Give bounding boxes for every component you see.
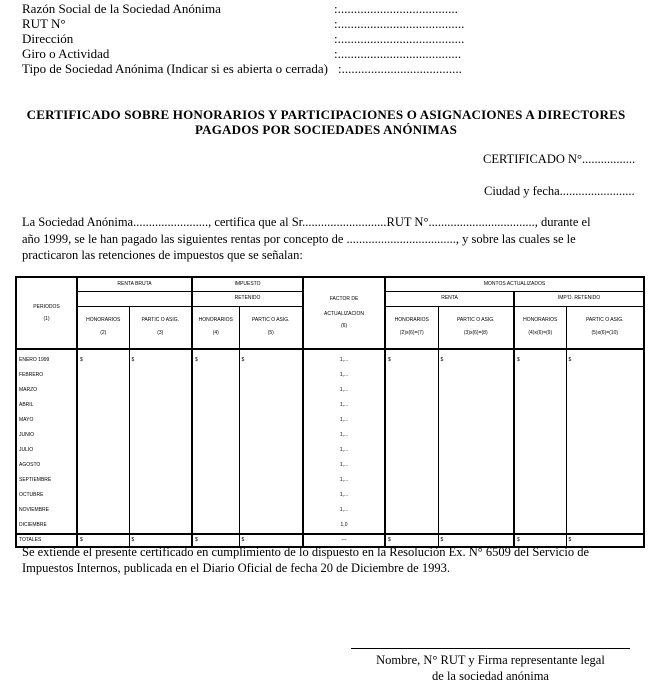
- header-particip-8: PARTIC O ASIG. (3)x(6)=(8): [438, 306, 514, 349]
- footer-line-2: Impuestos Internos, publicada en el Diario Oficial de fecha 20 de Diciembre de 1993.: [22, 561, 450, 575]
- total-honorarios-9[interactable]: $: [514, 534, 566, 547]
- header-impuesto: IMPUESTO: [192, 277, 303, 291]
- intro-line-2: año 1999, se le han pagado las siguientes rentas por concepto de ..................................., y sobre las cuales se le: [22, 232, 576, 246]
- total-factor: ---: [303, 534, 385, 547]
- header-retenido: RETENIDO: [192, 291, 303, 306]
- field-tipo-value[interactable]: :.....................................: [338, 61, 462, 76]
- document-title-line2: PAGADOS POR SOCIEDADES ANÓNIMAS: [194, 122, 458, 137]
- field-rut-label: RUT N°: [22, 16, 66, 31]
- field-direccion-value[interactable]: :.......................................: [334, 31, 465, 46]
- factor-value: 1,...: [339, 447, 349, 453]
- col-honorarios-4[interactable]: $: [192, 349, 239, 534]
- ciudad-fecha[interactable]: Ciudad y fecha........................: [484, 184, 635, 198]
- header-particip-5: PARTIC O ASIG. (5): [239, 306, 303, 349]
- field-razon-social-value[interactable]: :.....................................: [334, 1, 458, 16]
- header-particip-3: PARTIC O ASIG. (3): [129, 306, 192, 349]
- col-honorarios-2[interactable]: $: [77, 349, 129, 534]
- col-particip-5[interactable]: $: [239, 349, 303, 534]
- document-title-line1: CERTIFICADO SOBRE HONORARIOS Y PARTICIPACIONES O ASIGNACIONES A DIRECTORES: [26, 107, 626, 122]
- month-row: AGOSTO: [19, 462, 41, 468]
- signature-label-line1: Nombre, N° RUT y Firma representante legal: [376, 653, 605, 667]
- months-column: [16, 349, 77, 534]
- field-giro-label: Giro o Actividad: [22, 46, 110, 61]
- total-honorarios-2[interactable]: $: [77, 534, 129, 547]
- factor-value: 1,...: [339, 462, 349, 468]
- col-particip-10[interactable]: $: [566, 349, 644, 534]
- factor-value: 1,...: [339, 372, 349, 378]
- col-honorarios-9[interactable]: $: [514, 349, 566, 534]
- header-periodos: PERIODOS (1): [16, 277, 77, 349]
- header-renta-bruta-blank: [77, 291, 192, 306]
- header-montos-actualizados: MONTOS ACTUALIZADOS: [385, 277, 644, 291]
- month-row: JUNIO: [19, 432, 34, 438]
- month-row: SEPTIEMBRE: [19, 477, 52, 483]
- month-row: OCTUBRE: [19, 492, 44, 498]
- total-particip-10[interactable]: $: [566, 534, 644, 547]
- total-honorarios-7[interactable]: $: [385, 534, 438, 547]
- factor-value: 1,...: [339, 432, 349, 438]
- totales-label: TOTALES: [16, 534, 77, 547]
- col-particip-3[interactable]: $: [129, 349, 192, 534]
- factor-value: 1,...: [339, 357, 349, 363]
- total-particip-5[interactable]: $: [239, 534, 303, 547]
- field-giro-value[interactable]: :......................................: [334, 46, 462, 61]
- intro-line-3: practicaron las retenciones de impuestos que se señalan:: [22, 248, 303, 262]
- header-renta-bruta: RENTA BRUTA: [77, 277, 192, 291]
- intro-line-1: La Sociedad Anónima........................, certifica que al Sr...........................RUT N°.................................., durante el: [22, 215, 591, 229]
- header-particip-10: PARTIC O ASIG. (5)x(6)=(10): [566, 306, 644, 349]
- footer-line-1: Se extiende el presente certificado en cumplimiento de lo dispuesto en la Resolución Ex. N° 6509 del Servicio de: [22, 545, 589, 559]
- certificate-table: [15, 276, 645, 548]
- total-particip-8[interactable]: $: [438, 534, 514, 547]
- month-row: ABRIL: [19, 402, 34, 408]
- header-honorarios-2: HONORARIOS (2): [77, 306, 129, 349]
- month-row: DICIEMBRE: [19, 522, 47, 528]
- total-honorarios-4[interactable]: $: [192, 534, 239, 547]
- field-tipo-label: Tipo de Sociedad Anónima (Indicar si es abierta o cerrada): [22, 61, 329, 76]
- month-row: MARZO: [19, 387, 38, 393]
- month-row: NOVIEMBRE: [19, 507, 50, 513]
- header-renta: RENTA: [385, 291, 514, 306]
- factor-value: 1,0: [340, 522, 348, 528]
- total-particip-3[interactable]: $: [129, 534, 192, 547]
- field-rut-value[interactable]: :.......................................: [334, 16, 465, 31]
- factor-value: 1,...: [339, 477, 349, 483]
- field-direccion-label: Dirección: [22, 31, 74, 46]
- signature-line: [351, 648, 630, 649]
- factor-value: 1,...: [339, 507, 349, 513]
- month-row: FEBRERO: [19, 372, 44, 378]
- factor-value: 1,...: [339, 417, 349, 423]
- field-razon-social-label: Razón Social de la Sociedad Anónima: [22, 1, 221, 16]
- header-honorarios-7: HONORARIOS (2)x(6)=(7): [385, 306, 438, 349]
- factor-value: 1,...: [339, 402, 349, 408]
- factor-value: 1,...: [339, 387, 349, 393]
- header-imp-retenido: IMP'O. RETENIDO: [514, 291, 644, 306]
- month-row: JULIO: [19, 447, 34, 453]
- signature-label-line2: de la sociedad anónima: [432, 669, 549, 683]
- header-honorarios-4: HONORARIOS (4): [192, 306, 239, 349]
- factor-value: 1,...: [339, 492, 349, 498]
- factor-column: [303, 349, 385, 534]
- col-particip-8[interactable]: $: [438, 349, 514, 534]
- header-factor: FACTOR DE ACTUALIZACION (6): [303, 277, 385, 349]
- header-honorarios-9: HONORARIOS (4)x(6)=(9): [514, 306, 566, 349]
- month-row: MAYO: [19, 417, 34, 423]
- month-row: ENERO 1999: [19, 357, 50, 363]
- col-honorarios-7[interactable]: $: [385, 349, 438, 534]
- certificado-number[interactable]: CERTIFICADO N°.................: [483, 152, 636, 166]
